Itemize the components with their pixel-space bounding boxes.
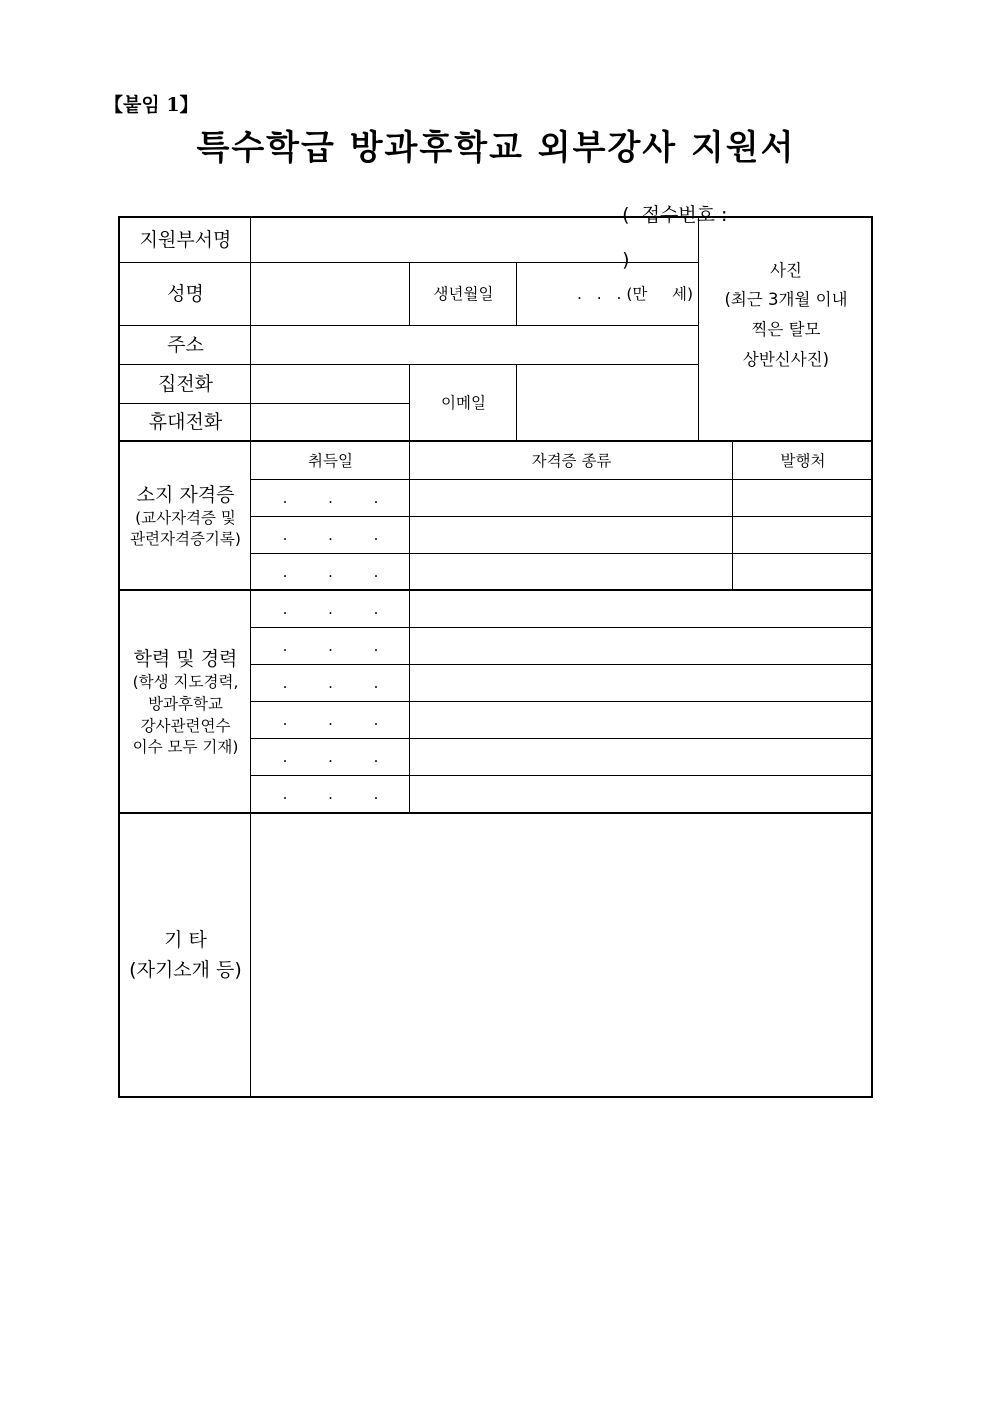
career-detail-field[interactable] [410, 628, 873, 665]
divider [251, 627, 873, 628]
divider [120, 440, 873, 442]
name-field[interactable] [251, 263, 410, 326]
divider [120, 589, 873, 591]
career-note: 강사관련연수 [140, 716, 231, 735]
career-date-field[interactable]: . . . [282, 636, 397, 655]
birth-label: 생년월일 [433, 285, 494, 304]
divider [120, 403, 410, 404]
certificates-note: (교사자격증 및 [135, 509, 236, 528]
photo-line: 찍은 탈모 [751, 320, 821, 339]
divider [516, 263, 517, 326]
career-detail-field[interactable] [410, 776, 873, 814]
career-label [120, 591, 251, 814]
home-phone-field[interactable] [251, 365, 410, 404]
self-introduction-field[interactable] [251, 814, 873, 1096]
other-note: (자기소개 등) [129, 959, 242, 981]
divider [250, 218, 251, 1096]
divider [251, 479, 873, 480]
divider [698, 218, 699, 442]
certificates-label [120, 442, 251, 591]
address-label: 주소 [167, 333, 204, 356]
cert-issuer-field[interactable] [733, 554, 873, 591]
other-title: 기 타 [164, 928, 207, 951]
email-field[interactable] [517, 365, 699, 442]
cert-date-field[interactable]: . . . [282, 562, 397, 581]
col-cert-type: 자격증 종류 [531, 451, 612, 470]
photo-box[interactable] [699, 218, 873, 442]
career-note: (학생 지도경력, [132, 673, 239, 692]
divider [251, 738, 873, 739]
career-date-field[interactable]: . . . [282, 785, 397, 804]
receipt-close: ) [622, 249, 630, 271]
dept-field[interactable] [251, 218, 699, 263]
career-detail-field[interactable] [410, 739, 873, 776]
certificates-note: 관련자격증기록) [130, 530, 241, 549]
career-date-field[interactable]: . . . [282, 599, 397, 618]
divider [251, 701, 873, 702]
email-label: 이메일 [441, 394, 486, 413]
career-date-field[interactable]: . . . [282, 710, 397, 729]
divider [251, 553, 873, 554]
certificates-title: 소지 자격증 [136, 483, 235, 506]
attachment-label: 【붙임 1】 [104, 94, 199, 116]
cert-date-field[interactable]: . . . [282, 488, 397, 507]
other-label [120, 814, 251, 1096]
career-date-field[interactable]: . . . [282, 673, 397, 692]
career-detail-field[interactable] [410, 702, 873, 739]
divider [516, 365, 517, 442]
cert-type-field[interactable] [410, 480, 733, 517]
col-issuer: 발행처 [780, 451, 826, 470]
photo-line: (최근 3개월 이내 [724, 290, 848, 310]
cert-type-field[interactable] [410, 554, 733, 591]
photo-line: 사진 [770, 260, 802, 280]
receipt-label: ( 접수번호 : [622, 204, 728, 226]
cert-issuer-field[interactable] [733, 480, 873, 517]
home-phone-label: 집전화 [157, 372, 214, 395]
cert-date-field[interactable]: . . . [282, 525, 397, 544]
divider [251, 516, 873, 517]
mobile-field[interactable] [251, 404, 410, 442]
photo-line: 상반신사진) [742, 349, 830, 369]
col-acquired-date: 취득일 [308, 451, 353, 470]
career-note: 이수 모두 기재) [132, 738, 239, 757]
birth-field[interactable]: . . . (만 세) [577, 285, 693, 304]
address-field[interactable] [251, 326, 699, 365]
divider [251, 664, 873, 665]
page-title: 특수학급 방과후학교 외부강사 지원서 [196, 128, 796, 168]
career-detail-field[interactable] [410, 665, 873, 702]
career-detail-field[interactable] [410, 591, 873, 628]
divider [732, 442, 733, 591]
divider [409, 442, 410, 814]
career-note: 방과후학교 [148, 695, 223, 714]
divider [251, 775, 873, 776]
career-title: 학력 및 경력 [133, 647, 238, 670]
career-date-field[interactable]: . . . [282, 747, 397, 766]
application-form [118, 216, 873, 1098]
mobile-label: 휴대전화 [148, 411, 223, 434]
divider [409, 263, 410, 326]
divider [120, 812, 873, 814]
cert-type-field[interactable] [410, 517, 733, 554]
cert-issuer-field[interactable] [733, 517, 873, 554]
name-label: 성명 [167, 282, 204, 305]
dept-label: 지원부서명 [139, 228, 232, 251]
divider [409, 365, 410, 442]
